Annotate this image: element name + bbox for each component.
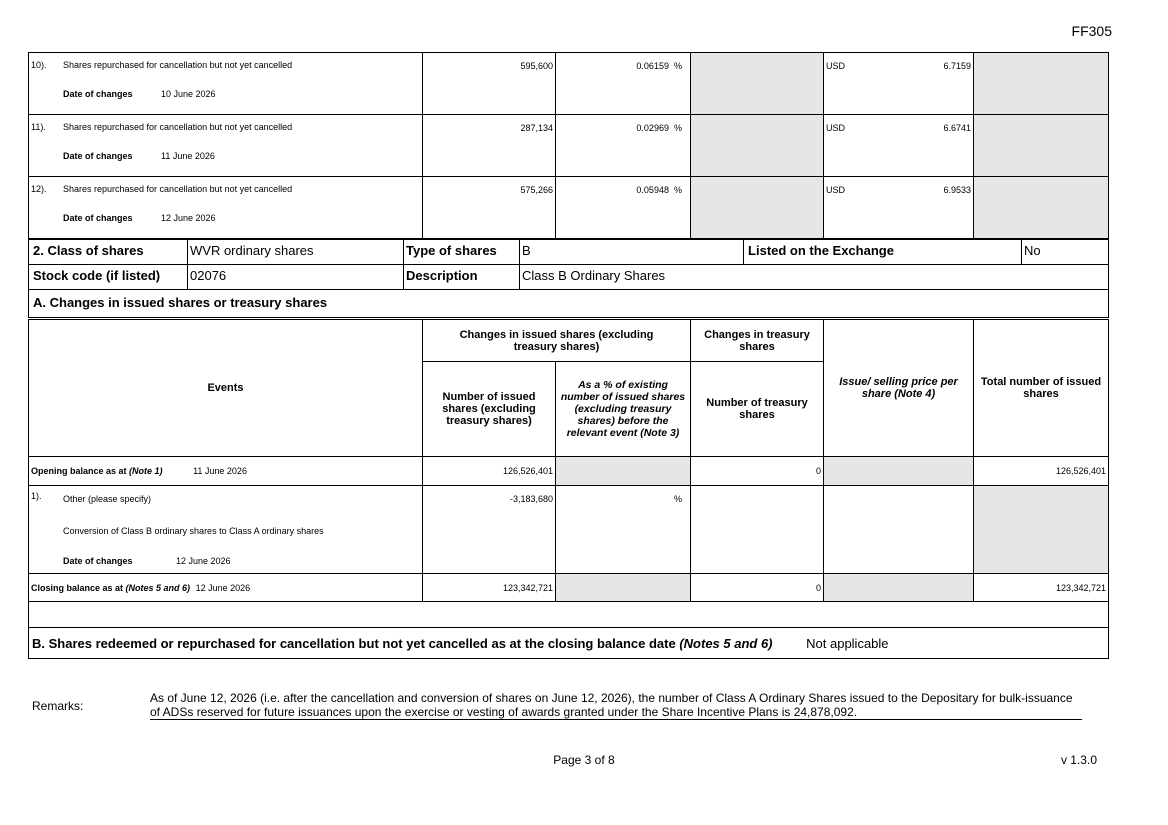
page-number: Page 3 of 8 <box>553 753 615 767</box>
repurchase-treasury-empty <box>691 177 824 239</box>
header-price: Issue/ selling price per share (Note 4) <box>824 320 974 457</box>
closing-pct-empty <box>556 574 691 602</box>
repurchase-desc: Shares repurchased for cancellation but not yet cancelled <box>63 60 293 70</box>
repurchase-desc-cell <box>29 53 423 115</box>
repurchase-pct-sign: % <box>673 185 682 195</box>
repurchase-total-empty <box>974 177 1109 239</box>
repurchase-row <box>29 53 1109 115</box>
repurchase-date-label: Date of changes <box>63 213 133 223</box>
header-events: Events <box>29 320 423 457</box>
opening-treasury: 0 <box>691 457 824 486</box>
repurchase-desc: Shares repurchased for cancellation but not yet cancelled <box>63 184 293 194</box>
repurchase-treasury-empty <box>691 53 824 115</box>
closing-date: 12 June 2026 <box>195 582 251 593</box>
repurchase-date: 10 June 2026 <box>161 89 216 99</box>
opening-label: Opening balance as at <box>31 466 127 476</box>
repurchase-shares: 287,134 <box>423 115 556 177</box>
opening-date: 11 June 2026 <box>193 466 247 476</box>
event-1-cell <box>29 486 423 574</box>
event-1-treasury-empty <box>691 486 824 574</box>
event-1-pct: % <box>556 486 691 574</box>
header-issued-group: Changes in issued shares (excluding treasury shares) <box>423 320 691 362</box>
repurchase-table <box>28 52 1109 239</box>
repurchase-desc-cell <box>29 177 423 239</box>
repurchase-price-cell <box>824 115 974 177</box>
repurchase-currency: USD <box>826 61 846 71</box>
repurchase-desc-cell <box>29 115 423 177</box>
repurchase-date-label: Date of changes <box>63 151 133 161</box>
stock-code-label: Stock code (if listed) <box>29 265 188 290</box>
repurchase-total-empty <box>974 115 1109 177</box>
repurchase-pct-value: 0.05948 <box>636 185 669 195</box>
repurchase-pct-value: 0.06159 <box>636 61 669 71</box>
repurchase-num: 12). <box>31 184 47 194</box>
closing-total: 123,342,721 <box>974 574 1109 602</box>
repurchase-date: 11 June 2026 <box>161 151 215 161</box>
opening-price-empty <box>824 457 974 486</box>
repurchase-treasury-empty <box>691 115 824 177</box>
repurchase-currency: USD <box>826 123 846 133</box>
stock-code-value: 02076 <box>188 265 404 290</box>
remarks-text: As of June 12, 2026 (i.e. after the cancellation and conversion of shares on June 12, 2026), the number of Class A Ordinary Shares issued to the Depositary for bulk-issuance of ADSs reserved for future issuances upon the exercise or vesting of awards granted under the Share Incentive Plans is 24,878,092. <box>150 691 1082 720</box>
repurchase-price: 6.7159 <box>943 61 971 71</box>
section-b-value: Not applicable <box>806 635 889 651</box>
repurchase-pct <box>556 115 691 177</box>
header-num-issued: Number of issued shares (excluding treasury shares) <box>423 362 556 457</box>
section-a-title: A. Changes in issued shares or treasury shares <box>29 290 1109 318</box>
repurchase-total-empty <box>974 53 1109 115</box>
header-total: Total number of issued shares <box>974 320 1109 457</box>
event-1-date: 12 June 2026 <box>176 556 231 566</box>
event-1-price-empty <box>824 486 974 574</box>
repurchase-date-label: Date of changes <box>63 89 133 99</box>
closing-issued: 123,342,721 <box>423 574 556 602</box>
repurchase-pct <box>556 177 691 239</box>
repurchase-num: 11). <box>31 122 46 132</box>
opening-total: 126,526,401 <box>974 457 1109 486</box>
opening-row <box>29 457 423 486</box>
listed-label: Listed on the Exchange <box>744 240 1022 265</box>
closing-treasury: 0 <box>691 574 824 602</box>
repurchase-pct-value: 0.02969 <box>636 123 669 133</box>
closing-label: Closing balance as at <box>31 582 124 593</box>
class-label: 2. Class of shares <box>29 240 188 265</box>
repurchase-currency: USD <box>826 185 846 195</box>
event-1-num: 1). <box>31 491 42 501</box>
event-1-total-empty <box>974 486 1109 574</box>
repurchase-shares: 595,600 <box>423 53 556 115</box>
event-1-detail: Conversion of Class B ordinary shares to Class A ordinary shares <box>63 526 324 536</box>
changes-table <box>28 319 1109 659</box>
type-value: B <box>520 240 744 265</box>
event-1-issued: -3,183,680 <box>423 486 556 574</box>
repurchase-price: 6.6741 <box>943 123 971 133</box>
repurchase-price-cell <box>824 53 974 115</box>
closing-note: (Notes 5 and 6) <box>125 582 191 593</box>
event-1-date-label: Date of changes <box>63 556 133 566</box>
opening-pct-empty <box>556 457 691 486</box>
repurchase-pct-sign: % <box>673 123 682 133</box>
repurchase-row <box>29 115 1109 177</box>
header-pct-existing: As a % of existing number of issued shares (excluding treasury shares) before the relevant event (Note 3) <box>556 362 691 457</box>
repurchase-row <box>29 177 1109 239</box>
closing-price-empty <box>824 574 974 602</box>
repurchase-num: 10). <box>31 60 47 70</box>
repurchase-price: 6.9533 <box>943 185 971 195</box>
description-value: Class B Ordinary Shares <box>520 265 1109 290</box>
form-code: FF305 <box>1071 23 1112 39</box>
repurchase-price-cell <box>824 177 974 239</box>
class-value: WVR ordinary shares <box>188 240 404 265</box>
description-label: Description <box>404 265 520 290</box>
closing-row <box>29 574 423 602</box>
repurchase-shares: 575,266 <box>423 177 556 239</box>
remarks-label: Remarks: <box>32 699 84 713</box>
repurchase-date: 12 June 2026 <box>161 213 216 223</box>
section-b-title: B. Shares redeemed or repurchased for cancellation but not yet cancelled as at the closing balance date <box>32 635 676 651</box>
opening-issued: 126,526,401 <box>423 457 556 486</box>
event-1-type: Other (please specify) <box>63 494 152 504</box>
header-num-treasury: Number of treasury shares <box>691 362 824 457</box>
repurchase-desc: Shares repurchased for cancellation but not yet cancelled <box>63 122 293 132</box>
header-treasury-group: Changes in treasury shares <box>691 320 824 362</box>
type-label: Type of shares <box>404 240 520 265</box>
version: v 1.3.0 <box>1060 753 1097 767</box>
class-of-shares-table <box>28 239 1109 318</box>
opening-note: (Note 1) <box>129 466 163 476</box>
section-b-row <box>29 628 1109 659</box>
listed-value: No <box>1022 240 1109 265</box>
spacer-row <box>29 602 1109 628</box>
repurchase-pct-sign: % <box>673 61 682 71</box>
section-b-note: (Notes 5 and 6) <box>679 635 773 651</box>
repurchase-pct <box>556 53 691 115</box>
